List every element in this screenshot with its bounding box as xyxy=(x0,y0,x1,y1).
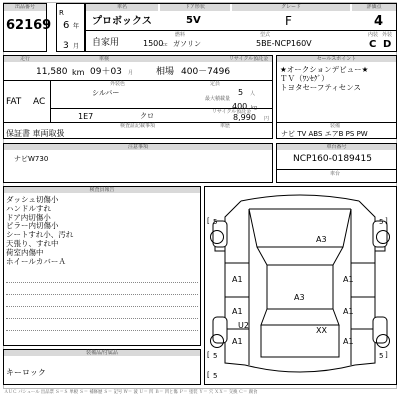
inspector-label: 検査員報告 xyxy=(4,187,200,193)
tire-circle-rr xyxy=(376,334,390,348)
year-number: 6 xyxy=(63,20,70,31)
displacement: 1500 xyxy=(143,39,164,48)
docs: 保証書 車両取扱 xyxy=(6,129,65,138)
tire-circle-rl xyxy=(210,334,224,348)
era: R xyxy=(59,9,64,17)
recycle-amount: 8,990 xyxy=(233,113,256,122)
exterior-label: 外装 xyxy=(382,32,393,38)
docs-label: 検査証記載事項 xyxy=(120,123,156,129)
tire-tread-rear-left: 5 xyxy=(213,352,218,360)
load: 400 xyxy=(232,102,248,111)
score: 4 xyxy=(374,14,384,29)
seats-label: 定員 xyxy=(210,81,221,87)
options-text: キーロック xyxy=(6,368,46,377)
lot-number: 62169 xyxy=(6,18,52,33)
notes-text: ナビW730 xyxy=(14,155,49,163)
inspector-line: ホイールカバーＡ xyxy=(6,256,66,266)
year-cell xyxy=(56,3,85,52)
damage-diagram xyxy=(204,186,397,385)
month-number: 3 xyxy=(63,41,69,51)
yen-unit: 円 xyxy=(264,116,270,122)
equip-label: 装備 xyxy=(330,123,341,129)
month-unit: 月 xyxy=(73,43,80,50)
tire-bracket-fr: ] xyxy=(385,217,388,225)
tire-bracket-spare: [ xyxy=(207,371,210,379)
fuel-label: 燃料 xyxy=(175,32,186,38)
tire-tread-front-left: 5 xyxy=(213,218,218,226)
type-label: 型式 xyxy=(260,32,271,38)
sales-point-line: ＴＶ（ﾜﾝｾｸﾞ） xyxy=(280,73,329,83)
damage-mark-tailgate: XX xyxy=(316,326,327,335)
inspector-line: ドア内切傷小 xyxy=(6,212,51,222)
grade: F xyxy=(285,14,292,28)
usage: 自家用 xyxy=(92,38,120,48)
shaken: 09＋03 xyxy=(90,67,122,77)
tire-tread-rear-right: 5 xyxy=(379,352,384,360)
market: 400－7496 xyxy=(181,67,231,77)
mileage-label: 走行 xyxy=(20,56,31,62)
sales-point-label: セールスポイント xyxy=(277,56,396,62)
interior-color: クロ xyxy=(140,112,154,120)
tire-tread-front-right: 5 xyxy=(379,218,384,226)
inspector-line: シートすれ小、汚れ xyxy=(6,230,74,240)
tire-tread-spare: 5 xyxy=(213,372,218,380)
shaken-unit: 月 xyxy=(128,70,134,76)
inspector-line: 荷室内傷中 xyxy=(6,247,44,257)
recycle-label-top: リサイクル預託金 xyxy=(229,56,269,62)
grade-label: グレード xyxy=(232,4,350,11)
history-label: 車歴 xyxy=(220,123,231,129)
sales-point-line: トヨタセーフティセンス xyxy=(280,82,361,92)
damage-mark-left-front-door: A1 xyxy=(232,275,243,284)
tire-bracket-rl: [ xyxy=(207,351,210,359)
damage-mark-roof: A3 xyxy=(294,293,305,302)
damage-mark-right-rear: A1 xyxy=(343,337,354,346)
sales-point-line: ★オークションデビュー★ xyxy=(280,65,369,74)
inspector-line: ダッシュ切傷小 xyxy=(6,195,59,204)
damage-mark-right-front-door: A1 xyxy=(343,275,354,284)
inspector-list xyxy=(6,196,73,266)
interior-grade: C xyxy=(369,39,377,50)
seats-unit: 人 xyxy=(250,91,256,97)
door-type: 5V xyxy=(186,15,201,26)
lot-cell xyxy=(3,3,52,52)
inspector-line: ピラー内切傷小 xyxy=(6,221,59,231)
seats: 5 xyxy=(238,88,244,97)
year-unit: 年 xyxy=(73,23,80,30)
market-label: 相場 xyxy=(156,67,175,77)
load-unit: kg xyxy=(251,105,258,111)
color-label: 外装色 xyxy=(110,81,126,87)
damage-mark-hood: A3 xyxy=(316,235,327,244)
inspector-line: 天張り、すれ中 xyxy=(6,238,59,248)
lot-label: 出品番号 xyxy=(4,4,46,11)
car-name: プロボックス xyxy=(92,16,152,27)
car-outline xyxy=(205,187,396,384)
shaken-label: 車検 xyxy=(99,56,110,62)
mileage-unit: km xyxy=(72,68,85,77)
ac: AC xyxy=(33,97,46,107)
interior-label: 内装 xyxy=(368,32,379,38)
score-label: 評価点 xyxy=(352,4,396,11)
tire-bracket-rr: ] xyxy=(385,351,388,359)
inspector-line: ハンドルすれ xyxy=(6,203,51,213)
chassis-label: 車台番号 xyxy=(277,144,396,150)
tire-bracket-fl: [ xyxy=(207,217,210,225)
equipment: ナビ TV ABS エアB PS PW xyxy=(281,130,368,138)
damage-mark-left-rear: A1 xyxy=(232,337,243,346)
options-label: 装備品/付属品 xyxy=(4,350,200,356)
exterior-grade: D xyxy=(383,39,392,50)
tire-circle-fr xyxy=(376,230,390,244)
sales-point-list xyxy=(280,66,368,92)
damage-mark-left-quarter: U2 xyxy=(238,321,249,330)
color: シルバー xyxy=(92,89,120,97)
load-label: 最大積載量 xyxy=(205,96,231,102)
footer-legend: ＡＵＣ パシュール 出品票 Ｓ＝Ｓ 単板 Ｓ＝ 補修歴 Ｓ＝ 記号 Ｗ＝ 波 Ｕ＝ 凹 Ｂ＝ 凹と傷 Ｐ＝ 塗装 Ｙ＝ 穴 ＸＸ＝ 交換 Ｃ＝ 腐食 xyxy=(4,390,258,395)
transmission: FAT xyxy=(6,97,22,107)
damage-mark-left-rear-door: A1 xyxy=(232,307,243,316)
tire-circle-fl xyxy=(210,230,224,244)
mileage: 11,580 xyxy=(36,67,68,77)
chassis-status-label: 車台 xyxy=(330,171,341,177)
fuel: ガソリン xyxy=(173,40,201,48)
damage-mark-right-rear-door: A1 xyxy=(343,307,354,316)
chassis-number: NCP160-0189415 xyxy=(293,154,372,164)
recycle-label: リサイクル預託金 xyxy=(212,109,252,115)
cc-unit: cc xyxy=(162,42,168,48)
car-name-label: 車名 xyxy=(86,4,158,11)
specs-header xyxy=(4,56,272,62)
color-code: 1E7 xyxy=(78,112,94,121)
door-label: ドア形状 xyxy=(160,4,230,11)
notes-label: 注意事項 xyxy=(4,144,272,150)
model-code: 5BE-NCP160V xyxy=(256,39,312,48)
